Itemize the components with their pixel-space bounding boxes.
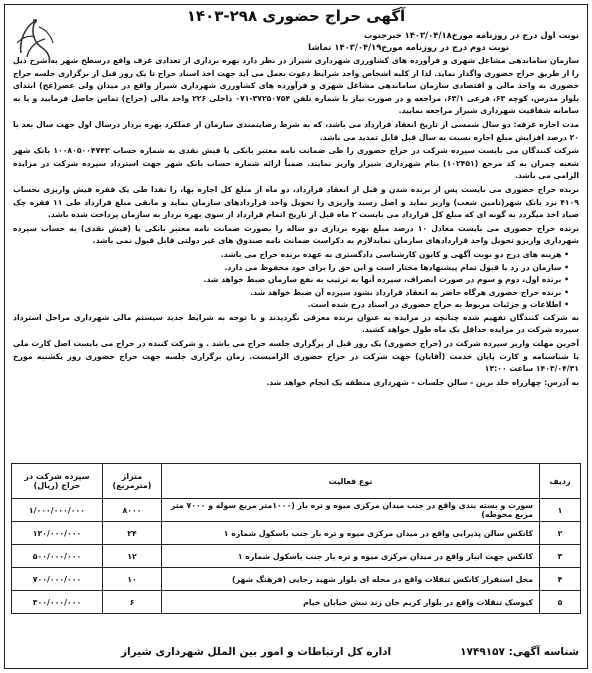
second-publication: نوبت دوم درج در روزنامه مورخ۱۴۰۳/۰۴/۱۹ تماشا — [308, 42, 509, 52]
guarantee-paragraph: برنده حراج حضوری می بایست معادل ۱۰ درصد مبلغ بهره برداری دو ساله را بصورت ضمانت نامه معتبر بانکی یا (فیش نقدی) به حساب سپرده شهرداری واریزو تحویل واحد قراردادهای سازمان نمایدلازم به ذکراست ضمانت نامه صندوق های غیر دولتی قابل قبول نمی باشد. — [13, 223, 579, 246]
table-row — [12, 591, 581, 614]
cell-activity: سورت و بسته بندی واقع در جنب میدان مرکزی میوه و تره بار (۱۰۰۰متر مربع سوله و ۷۰۰۰ متر مربع محوطه) — [162, 499, 540, 522]
advertisement-page — [4, 4, 588, 669]
cell-row-number: ۵ — [540, 591, 581, 614]
ad-footer — [11, 644, 581, 664]
cell-activity: محل استقرار کانکس تنقلات واقع در محله ای بلوار شهید رجایی (فرهنگ شهر) — [162, 568, 540, 591]
cell-area: ۱۲ — [103, 545, 162, 568]
cell-area: ۲۴ — [103, 522, 162, 545]
address-paragraph: به آدرس: چهارراه خلد برین - سالن جلسات - شهرداری منطقه یک انجام خواهد شد. — [266, 377, 579, 387]
cell-deposit: ۳۰۰/۰۰۰/۰۰۰ — [12, 591, 103, 614]
deadline-paragraph: آخرین مهلت واریز سپرده شرکت در (حراج حضوری) یک روز قبل از برگزاری جلسه حراج می باشد . و شرکت کننده در حراج می بایست اصل کارت ملی یا شناسنامه و کارت پایان خدمت (آقایان) جهت شرکت در حراج حضوری الزامیست. زمان برگزاری جلسه جهت حراج حضوری روز یکشنبه مورخ ۱۴۰۳/۰۴/۳۱ ساعت ۱۳:۰۰ — [13, 339, 579, 374]
intro-paragraph: سازمان ساماندهی مشاغل شهری و فرآورده های کشاورزی شهرداری شیراز در نظر دارد بهره برداری از تعدادی غرف واقع درسطح شهر به شرح ذیل را از طریق حراج حضوری واگذار نماید. لذا از کلیه اشخاص واجد شرایط دعوت بعمل می آید جهت اخذ اسناد حراج تا یک روز قبل از برگزاری جلسه حراج حضوری به واحد مالی و اقتصادی سازمان ساماندهی مشاغل شهری و فرآورده های کشاورزی شهرداری شیراز واقع در میدان ولی عصر(عج) ابتدای بلوار مدرس، کوچه ۶۳، فرعی ۶۳/۱، مراجعه و در صورت نیاز با شماره تلفن ۳۷۲۵۰۷۵۴-۰۷۱ داخلی ۲۲۶ واحد مالی (حراج) تماس حاصل فرمایید و یا به سامانه شفافیت شهرداری شیراز مراجعه نمایید. — [13, 56, 579, 116]
table-header-row — [12, 464, 581, 499]
cell-row-number: ۱ — [540, 499, 581, 522]
condition-item: • سازمان در رد یا قبول تمام پیشنهادها مختار است و این حق را برای خود محفوظ می دارد. — [13, 262, 569, 275]
header-deposit: سپرده شرکت در حراج (ریال) — [12, 464, 103, 499]
ad-code: شناسه آگهی: ۱۷۴۹۱۵۷ — [460, 646, 579, 658]
cell-activity: کانکس سالن پذیرایی واقع در میدان مرکزی میوه و تره بار جنب باسکول شماره ۱ — [162, 522, 540, 545]
cell-deposit: ۷۰۰/۰۰۰/۰۰۰ — [12, 568, 103, 591]
rental-term-paragraph: مدت اجاره غرفه: دو سال شمسی از تاریخ انعقاد قرارداد می باشد، که به شرط رضایتمندی سازمان از عملکرد بهره بردار درسال اول جهت سال بعد با ۲۰ درصد افزایش مبلغ اجاره نسبت به سال قبل قابل تمدید می باشد. — [13, 119, 579, 142]
ad-title: آگهی حراج حضوری ۲۹۸-۱۴۰۳ — [186, 7, 406, 25]
header-activity: نوع فعالیت — [162, 464, 540, 499]
auction-items-table — [11, 463, 581, 614]
cell-activity: کانکس جهت انبار واقع در میدان مرکزی میوه و تره بار جنب باسکول شماره ۱ — [162, 545, 540, 568]
refund-paragraph: به شرکت کنندگان تفهیم شده چنانچه در مزایده به عنوان برنده معرفی نگردیدند و با توجه به شرایط جدید سیستم مالی شهرداری مراحل استرداد سپرده شرکت در مزایده حداقل یک ماه طول خواهد کشید. — [13, 312, 579, 335]
condition-item: • هزینه های درج دو نوبت آگهی و کانون کارشناسی دادگستری به عهده برنده حراج می باشد. — [13, 249, 569, 262]
condition-item: • اطلاعات و جزئیات مربوط به حراج حضوری در اسناد درج شده است. — [13, 299, 569, 312]
cell-row-number: ۳ — [540, 545, 581, 568]
cell-activity: کیوسک تنقلات واقع در بلوار کریم خان زند نبش خیابان خیام — [162, 591, 540, 614]
condition-item: • برنده حراج حضوری هرگاه حاضر به انعقاد قرارداد نشود سپرده آن ضبط خواهد شد. — [13, 287, 569, 300]
cell-deposit: ۱/۰۰۰/۰۰۰/۰۰۰ — [12, 499, 103, 522]
table-row — [12, 545, 581, 568]
header-area: متراژ (مترمربع) — [103, 464, 162, 499]
header-row-number: ردیف — [540, 464, 581, 499]
cell-area: ۸۰۰۰ — [103, 499, 162, 522]
cell-deposit: ۱۲۰/۰۰۰/۰۰۰ — [12, 522, 103, 545]
cell-row-number: ۲ — [540, 522, 581, 545]
table-row — [12, 522, 581, 545]
publication-dates — [59, 29, 579, 53]
table-row — [12, 568, 581, 591]
issuing-organization: اداره کل ارتباطات و امور بین الملل شهرداری شیراز — [121, 646, 392, 658]
first-publication: نوبت اول درج در روزنامه مورخ۱۴۰۳/۰۴/۱۸ خبرجنوب — [363, 30, 579, 40]
cell-deposit: ۵۰۰/۰۰۰/۰۰۰ — [12, 545, 103, 568]
cell-row-number: ۴ — [540, 568, 581, 591]
deposit-paragraph: شرکت کنندگان می بایست سپرده شرکت در حراج حضوری را طی ضمانت نامه معتبر بانکی یا فیش نقدی به شماره حساب ۱۰۰۸۰۵۰۰۴۷۴۲ بانک شهر شعبه چمران به کد مرجع (۱۰۲۴۵۱) بنام شهرداری شیراز واریز نمایند. ضمناً ارائه شماره حساب بانک شهر جهت استرداد سپرده شرکت در مزایده الزامی می باشد. — [13, 146, 579, 181]
payment-paragraph: برنده حراج حضوری می بایست پس از برنده شدن و قبل از انعقاد قرارداد، دو ماه از مبلغ کل اجاره بها، را نقدا طی یک فقره فیش واریزی بحساب ۴۱۰۹ نزد بانک شهر(تامین شعب) واریز نماید و اصل رسید واریزی را تحویل واحد قراردادهای سازمان نماید و مابقی مبلغ قرارداد طی ۱۱ فقره چک صیاد اخذ میگردد به گونه ای که مبلغ کل قرارداد می بایست ۲ ماه قبل از تاریخ اتمام قرارداد از سوی بهره بردار به سازمان پرداخت شده باشد. — [13, 184, 579, 220]
condition-item: • برنده اول، دوم و سوم در صورت انصراف، سپرده آنها به ترتیب به نفع سازمان ضبط خواهد شد. — [13, 274, 569, 287]
cell-area: ۱۰ — [103, 568, 162, 591]
conditions-list — [13, 249, 579, 312]
table-row — [12, 499, 581, 522]
ad-body — [13, 55, 579, 390]
cell-area: ۶ — [103, 591, 162, 614]
